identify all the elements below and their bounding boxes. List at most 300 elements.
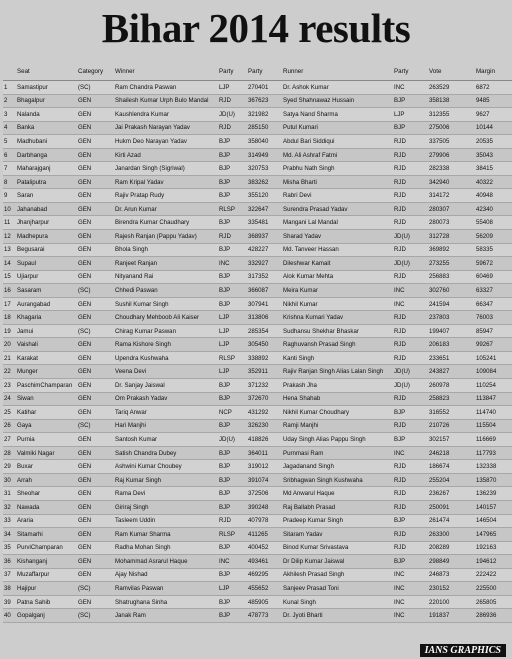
runner-party-cell: INC [393,568,428,582]
runner-cell: Rajiv Ranjan Singh Alias Lalan Singh [282,365,393,379]
winner-party-cell: BJP [218,379,247,393]
winner-cell: Shatrughana Sinha [114,595,218,609]
seat-cell: Hajipur [16,582,77,596]
margin-cell: 55408 [475,216,512,230]
margin-cell: 136239 [475,487,512,501]
table-row [3,162,512,176]
table-row [3,230,512,244]
row-number: 3 [3,108,16,122]
runner-party-cell: INC [393,81,428,95]
runner-votes-cell: 273255 [428,257,475,271]
table-row [3,216,512,230]
runner-cell: Syed Shahnawaz Hussain [282,94,393,108]
runner-party-cell: INC [393,595,428,609]
table-row [3,365,512,379]
winner-cell: Tasleem Uddin [114,514,218,528]
runner-cell: Md. Ali Ashraf Fatmi [282,148,393,162]
winner-votes-cell: 321982 [247,108,282,122]
seat-cell: PurviChamparan [16,541,77,555]
column-header-margin: Margin [475,62,512,81]
margin-cell: 135870 [475,473,512,487]
winner-cell: Satish Chandra Dubey [114,446,218,460]
winner-votes-cell: 485905 [247,595,282,609]
runner-party-cell: BJP [393,433,428,447]
runner-cell: Dr. Jyoti Bharti [282,609,393,623]
row-number: 28 [3,446,16,460]
category-cell: (SC) [77,582,114,596]
winner-party-cell: BJP [218,175,247,189]
margin-cell: 286936 [475,609,512,623]
winner-votes-cell: 383262 [247,175,282,189]
row-number: 40 [3,609,16,623]
runner-cell: Rabri Devi [282,189,393,203]
table-row [3,81,512,95]
runner-cell: Abdul Bari Siddiqui [282,135,393,149]
runner-cell: Md. Tanveer Hassan [282,243,393,257]
table-row [3,202,512,216]
seat-cell: Patna Sahib [16,595,77,609]
margin-cell: 146504 [475,514,512,528]
category-cell: GEN [77,148,114,162]
winner-cell: Hukm Deo Narayan Yadav [114,135,218,149]
row-number: 26 [3,419,16,433]
margin-cell: 59672 [475,257,512,271]
winner-party-cell: BJP [218,595,247,609]
winner-votes-cell: 313806 [247,311,282,325]
winner-cell: Chirag Kumar Paswan [114,324,218,338]
row-number: 32 [3,500,16,514]
margin-cell: 20535 [475,135,512,149]
winner-votes-cell: 366087 [247,284,282,298]
winner-cell: Shailesh Kumar Urph Bulo Mandal [114,94,218,108]
runner-party-cell: INC [393,297,428,311]
winner-votes-cell: 285354 [247,324,282,338]
runner-party-cell: RJD [393,162,428,176]
seat-cell: PaschimChamparan [16,379,77,393]
runner-cell: Raghuvansh Prasad Singh [282,338,393,352]
winner-party-cell: INC [218,257,247,271]
winner-party-cell: BJP [218,419,247,433]
runner-votes-cell: 342940 [428,175,475,189]
row-number: 22 [3,365,16,379]
winner-party-cell: BJP [218,162,247,176]
margin-cell: 192163 [475,541,512,555]
runner-votes-cell: 256883 [428,270,475,284]
seat-cell: Begusarai [16,243,77,257]
winner-cell: Rajesh Ranjan (Pappu Yadav) [114,230,218,244]
winner-votes-cell: 317352 [247,270,282,284]
table-row [3,108,512,122]
margin-cell: 99267 [475,338,512,352]
runner-cell: Kunal Singh [282,595,393,609]
winner-party-cell: BJP [218,284,247,298]
category-cell: GEN [77,189,114,203]
runner-cell: Nikhil Kumar Choudhary [282,406,393,420]
seat-cell: Samastipur [16,81,77,95]
winner-party-cell: RJD [218,514,247,528]
runner-cell: Purnmasi Ram [282,446,393,460]
runner-votes-cell: 186674 [428,460,475,474]
column-header-category: Category [77,62,114,81]
winner-votes-cell: 390248 [247,500,282,514]
row-number: 15 [3,270,16,284]
runner-votes-cell: 337505 [428,135,475,149]
runner-party-cell: BJP [393,121,428,135]
winner-party-cell: RLSP [218,202,247,216]
row-number: 20 [3,338,16,352]
runner-party-cell: INC [393,609,428,623]
winner-party-cell: LJP [218,81,247,95]
category-cell: (SC) [77,81,114,95]
row-number: 14 [3,257,16,271]
runner-party-cell: BJP [393,514,428,528]
credit-label: IANS GRAPHICS [420,644,506,657]
column-header-runner-votes: Vote [428,62,475,81]
category-cell: GEN [77,351,114,365]
winner-votes-cell: 307941 [247,297,282,311]
winner-cell: Veena Devi [114,365,218,379]
runner-votes-cell: 279906 [428,148,475,162]
row-number: 21 [3,351,16,365]
runner-cell: Uday Singh Alias Pappu Singh [282,433,393,447]
winner-cell: Janardan Singh (Sigriwal) [114,162,218,176]
seat-cell: Purnia [16,433,77,447]
runner-votes-cell: 220100 [428,595,475,609]
results-table [3,62,512,623]
winner-party-cell: JD(U) [218,108,247,122]
winner-party-cell: BJP [218,500,247,514]
category-cell: GEN [77,257,114,271]
row-number: 36 [3,555,16,569]
runner-party-cell: JD(U) [393,257,428,271]
winner-votes-cell: 455652 [247,582,282,596]
runner-cell: Prakash Jha [282,379,393,393]
category-cell: GEN [77,487,114,501]
margin-cell: 76003 [475,311,512,325]
winner-votes-cell: 428227 [247,243,282,257]
row-number: 12 [3,230,16,244]
winner-cell: Rama Devi [114,487,218,501]
winner-cell: Ramvilas Paswan [114,582,218,596]
category-cell: GEN [77,568,114,582]
winner-cell: Birendra Kumar Chaudhary [114,216,218,230]
runner-party-cell: RJD [393,311,428,325]
seat-cell: Darbhanga [16,148,77,162]
winner-cell: Mohammad Asrarul Haque [114,555,218,569]
runner-cell: Dr Dilip Kumar Jaiswal [282,555,393,569]
runner-votes-cell: 302760 [428,284,475,298]
winner-party-cell: BJP [218,487,247,501]
row-number: 18 [3,311,16,325]
seat-cell: Madhubani [16,135,77,149]
winner-party-cell: RJD [218,230,247,244]
margin-cell: 109084 [475,365,512,379]
runner-votes-cell: 275006 [428,121,475,135]
table-row [3,324,512,338]
table-row [3,257,512,271]
table-row [3,284,512,298]
seat-cell: Jhanjharpur [16,216,77,230]
winner-votes-cell: 319012 [247,460,282,474]
winner-votes-cell: 305450 [247,338,282,352]
seat-cell: Madhepura [16,230,77,244]
row-number: 7 [3,162,16,176]
winner-cell: Ajay Nishad [114,568,218,582]
margin-cell: 6872 [475,81,512,95]
winner-cell: Ashwini Kumar Choubey [114,460,218,474]
winner-party-cell: BJP [218,609,247,623]
runner-party-cell: RJD [393,243,428,257]
winner-cell: Giriraj Singh [114,500,218,514]
category-cell: GEN [77,175,114,189]
runner-votes-cell: 199407 [428,324,475,338]
row-number: 27 [3,433,16,447]
category-cell: GEN [77,243,114,257]
results-table-body [3,81,512,623]
runner-votes-cell: 236267 [428,487,475,501]
category-cell: GEN [77,297,114,311]
table-header-row [3,62,512,81]
winner-party-cell: BJP [218,392,247,406]
table-row [3,609,512,623]
winner-cell: Janak Ram [114,609,218,623]
table-row [3,338,512,352]
margin-cell: 225500 [475,582,512,596]
row-number: 29 [3,460,16,474]
table-row [3,595,512,609]
winner-votes-cell: 355120 [247,189,282,203]
runner-votes-cell: 230152 [428,582,475,596]
winner-party-cell: BJP [218,473,247,487]
category-cell: GEN [77,541,114,555]
winner-party-cell: LJP [218,365,247,379]
margin-cell: 60469 [475,270,512,284]
runner-party-cell: INC [393,284,428,298]
runner-party-cell: RJD [393,419,428,433]
category-cell: GEN [77,460,114,474]
row-number: 1 [3,81,16,95]
row-number: 2 [3,94,16,108]
runner-cell: Jagadanand Singh [282,460,393,474]
winner-votes-cell: 372506 [247,487,282,501]
runner-party-cell: BJP [393,555,428,569]
row-number: 37 [3,568,16,582]
seat-cell: Araria [16,514,77,528]
category-cell: GEN [77,392,114,406]
seat-cell: Nawada [16,500,77,514]
winner-party-cell: BJP [218,446,247,460]
runner-cell: Sitaram Yadav [282,528,393,542]
winner-cell: Om Prakash Yadav [114,392,218,406]
winner-votes-cell: 335481 [247,216,282,230]
seat-cell: Arrah [16,473,77,487]
winner-cell: Upendra Kushwaha [114,351,218,365]
runner-votes-cell: 312355 [428,108,475,122]
runner-votes-cell: 280073 [428,216,475,230]
table-row [3,121,512,135]
winner-votes-cell: 371232 [247,379,282,393]
category-cell: GEN [77,94,114,108]
seat-cell: Muzaffarpur [16,568,77,582]
runner-party-cell: RJD [393,500,428,514]
category-cell: GEN [77,595,114,609]
margin-cell: 116669 [475,433,512,447]
winner-cell: Dr. Arun Kumar [114,202,218,216]
category-cell: GEN [77,311,114,325]
seat-cell: Sheohar [16,487,77,501]
column-header-runner-party: Party [393,62,428,81]
category-cell: GEN [77,108,114,122]
table-row [3,555,512,569]
runner-party-cell: RJD [393,324,428,338]
category-cell: GEN [77,365,114,379]
runner-votes-cell: 302157 [428,433,475,447]
runner-party-cell: BJP [393,406,428,420]
row-number: 19 [3,324,16,338]
winner-party-cell: BJP [218,216,247,230]
runner-votes-cell: 237803 [428,311,475,325]
winner-cell: Santosh Kumar [114,433,218,447]
runner-cell: Alok Kumar Mehta [282,270,393,284]
margin-cell: 105241 [475,351,512,365]
winner-party-cell: RJD [218,94,247,108]
seat-cell: Khagaria [16,311,77,325]
column-header-seat: Seat [16,62,77,81]
table-row [3,311,512,325]
table-row [3,460,512,474]
winner-cell: Ram Kripal Yadav [114,175,218,189]
winner-party-cell: BJP [218,148,247,162]
winner-cell: Ram Kumar Sharma [114,528,218,542]
runner-cell: Hena Shahab [282,392,393,406]
seat-cell: Maharajganj [16,162,77,176]
winner-votes-cell: 372670 [247,392,282,406]
runner-party-cell: RJD [393,460,428,474]
row-number: 31 [3,487,16,501]
table-row [3,568,512,582]
runner-party-cell: RJD [393,148,428,162]
winner-cell: Hari Manjhi [114,419,218,433]
runner-votes-cell: 243827 [428,365,475,379]
row-number: 9 [3,189,16,203]
runner-votes-cell: 298849 [428,555,475,569]
seat-cell: Gopalganj [16,609,77,623]
row-number: 33 [3,514,16,528]
runner-cell: Sudhansu Shekhar Bhaskar [282,324,393,338]
runner-votes-cell: 316552 [428,406,475,420]
runner-votes-cell: 260978 [428,379,475,393]
winner-votes-cell: 493461 [247,555,282,569]
runner-cell: Meira Kumar [282,284,393,298]
winner-party-cell: BJP [218,189,247,203]
winner-party-cell: RLSP [218,351,247,365]
runner-party-cell: RJD [393,528,428,542]
runner-party-cell: RJD [393,338,428,352]
column-header-winner-party: Party [218,62,247,81]
runner-votes-cell: 314172 [428,189,475,203]
seat-cell: Nalanda [16,108,77,122]
category-cell: GEN [77,446,114,460]
seat-cell: Gaya [16,419,77,433]
winner-cell: Dr. Sanjay Jaiswal [114,379,218,393]
table-row [3,148,512,162]
seat-cell: Buxar [16,460,77,474]
winner-party-cell: BJP [218,568,247,582]
margin-cell: 85947 [475,324,512,338]
winner-party-cell: BJP [218,270,247,284]
winner-cell: Chhedi Paswan [114,284,218,298]
row-number: 5 [3,135,16,149]
margin-cell: 140157 [475,500,512,514]
margin-cell: 222422 [475,568,512,582]
runner-cell: Putul Kumari [282,121,393,135]
row-number: 35 [3,541,16,555]
seat-cell: Ujiarpur [16,270,77,284]
winner-party-cell: RLSP [218,528,247,542]
row-number: 16 [3,284,16,298]
runner-party-cell: RJD [393,189,428,203]
page-title: Bihar 2014 results [101,5,411,51]
winner-cell: Rajiv Pratap Rudy [114,189,218,203]
column-header-runner: Runner [282,62,393,81]
winner-party-cell: LJP [218,338,247,352]
runner-cell: Pradeep Kumar Singh [282,514,393,528]
seat-cell: Bhagalpur [16,94,77,108]
table-row [3,270,512,284]
runner-party-cell: LJP [393,108,428,122]
runner-cell: Dr. Ashok Kumar [282,81,393,95]
row-number: 39 [3,595,16,609]
runner-party-cell: JD(U) [393,230,428,244]
winner-cell: Ram Chandra Paswan [114,81,218,95]
runner-party-cell: RJD [393,351,428,365]
category-cell: GEN [77,406,114,420]
table-row [3,392,512,406]
runner-cell: Ramji Manjhi [282,419,393,433]
margin-cell: 10144 [475,121,512,135]
margin-cell: 35043 [475,148,512,162]
category-cell: GEN [77,230,114,244]
row-number: 34 [3,528,16,542]
winner-votes-cell: 320753 [247,162,282,176]
winner-votes-cell: 338892 [247,351,282,365]
winner-votes-cell: 469295 [247,568,282,582]
winner-party-cell: LJP [218,582,247,596]
seat-cell: Siwan [16,392,77,406]
winner-votes-cell: 285150 [247,121,282,135]
winner-cell: Tariq Anwar [114,406,218,420]
margin-cell: 56209 [475,230,512,244]
margin-cell: 114740 [475,406,512,420]
category-cell: GEN [77,473,114,487]
runner-cell: Akhilesh Prasad Singh [282,568,393,582]
table-row [3,135,512,149]
table-row [3,528,512,542]
column-header-number [3,62,16,81]
winner-votes-cell: 364011 [247,446,282,460]
margin-cell: 42340 [475,202,512,216]
winner-votes-cell: 391074 [247,473,282,487]
table-row [3,297,512,311]
runner-party-cell: RJD [393,541,428,555]
margin-cell: 115504 [475,419,512,433]
runner-votes-cell: 241594 [428,297,475,311]
row-number: 13 [3,243,16,257]
runner-votes-cell: 358138 [428,94,475,108]
seat-cell: Pataliputra [16,175,77,189]
seat-cell: Banka [16,121,77,135]
runner-party-cell: RJD [393,216,428,230]
